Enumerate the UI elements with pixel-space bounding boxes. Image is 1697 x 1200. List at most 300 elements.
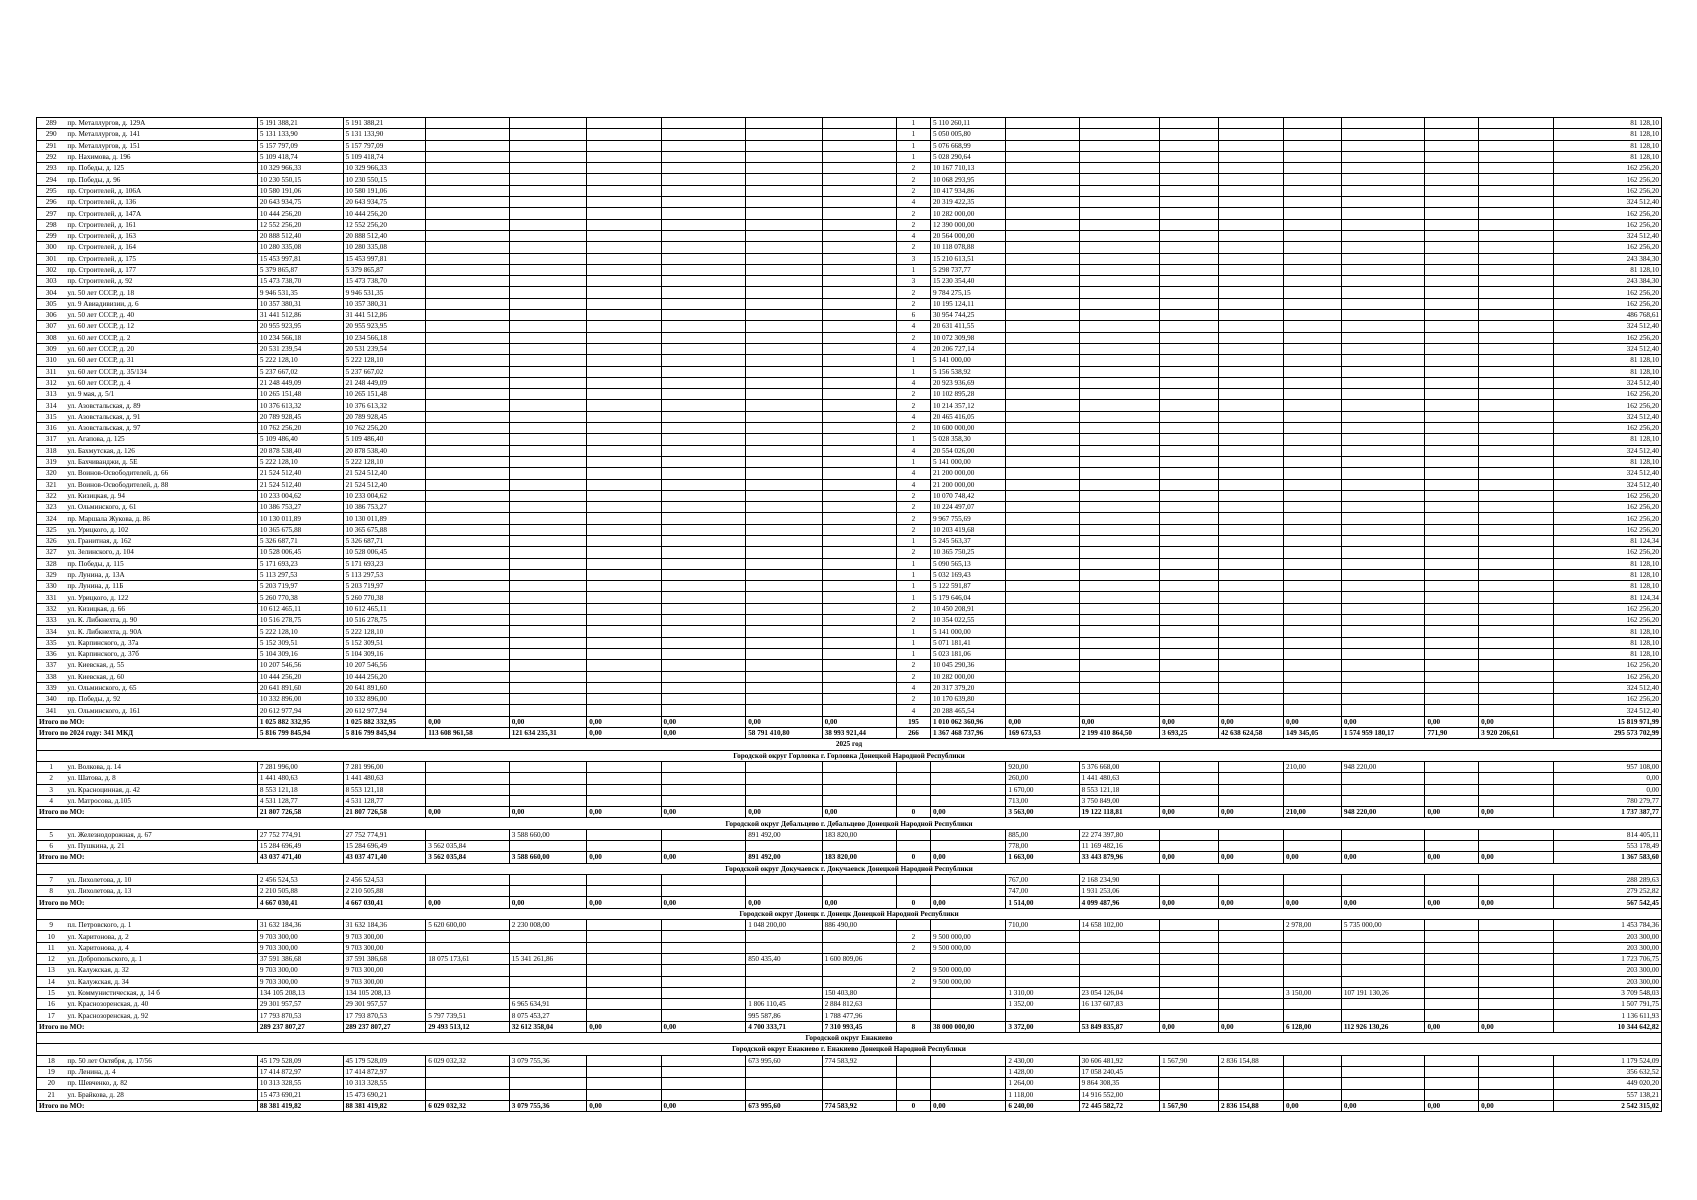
table-cell: 778,00: [1006, 841, 1079, 852]
table-cell: 8: [37, 886, 66, 897]
table-cell: пр. Победы, д. 92: [65, 694, 257, 705]
table-cell: [1284, 671, 1342, 682]
table-cell: [587, 829, 661, 840]
table-cell: [896, 920, 930, 931]
table-cell: [1341, 615, 1425, 626]
table-row: [37, 626, 1662, 637]
table-cell: 12 552 256,20: [257, 219, 343, 230]
table-cell: 10 203 419,68: [930, 524, 1005, 535]
table-cell: 5 237 667,02: [343, 366, 426, 377]
table-cell: [822, 581, 896, 592]
table-cell: [1341, 197, 1425, 208]
table-cell: [822, 343, 896, 354]
table-cell: 20 531 239,54: [343, 343, 426, 354]
table-cell: 21 248 449,09: [343, 377, 426, 388]
table-cell: [1341, 784, 1425, 795]
table-cell: [1425, 118, 1479, 129]
total-cell: 0,00: [661, 852, 746, 863]
table-cell: [1284, 705, 1342, 716]
table-cell: 1 048 200,00: [746, 920, 822, 931]
table-cell: [822, 355, 896, 366]
total-cell: 1 367 583,60: [1554, 852, 1662, 863]
total-cell: 0,00: [587, 728, 661, 739]
total-cell: 0,00: [661, 716, 746, 727]
table-cell: [509, 513, 586, 524]
table-cell: [1006, 242, 1079, 253]
table-cell: [426, 140, 510, 151]
table-cell: ул. 60 лет СССР, д. 12: [65, 321, 257, 332]
table-cell: [509, 151, 586, 162]
table-cell: [1160, 569, 1219, 580]
table-cell: 5 141 000,00: [930, 626, 1005, 637]
table-cell: [1425, 230, 1479, 241]
table-cell: [1079, 535, 1160, 546]
table-cell: [509, 671, 586, 682]
total-cell: 0,00: [1341, 1100, 1425, 1111]
table-cell: [822, 377, 896, 388]
table-cell: [1079, 953, 1160, 964]
table-cell: 2: [896, 332, 930, 343]
total-cell: 0,00: [1160, 716, 1219, 727]
total-cell: 0,00: [587, 1021, 661, 1032]
table-cell: [1160, 163, 1219, 174]
table-cell: [896, 874, 930, 885]
table-row: [37, 332, 1662, 343]
table-cell: [1079, 694, 1160, 705]
table-cell: [587, 931, 661, 942]
table-cell: 338: [37, 671, 66, 682]
total-cell: 0,00: [1479, 716, 1554, 727]
table-cell: 10 234 566,18: [343, 332, 426, 343]
table-cell: 4: [896, 411, 930, 422]
total-cell: 0,00: [930, 852, 1005, 863]
table-cell: 6 965 634,91: [509, 999, 586, 1010]
table-cell: [746, 445, 822, 456]
table-cell: [1284, 682, 1342, 693]
table-cell: [746, 140, 822, 151]
table-cell: [1479, 558, 1554, 569]
table-cell: [1079, 603, 1160, 614]
table-cell: ул. Калужская, д. 32: [65, 965, 257, 976]
table-cell: [1219, 253, 1284, 264]
table-cell: [1479, 547, 1554, 558]
table-cell: [1284, 1055, 1342, 1066]
table-cell: 1: [896, 626, 930, 637]
table-cell: 9: [37, 920, 66, 931]
table-cell: [509, 705, 586, 716]
table-row: [37, 377, 1662, 388]
table-cell: 15 473 738,70: [343, 276, 426, 287]
total-cell: 5 816 799 845,94: [343, 728, 426, 739]
table-cell: [587, 682, 661, 693]
table-cell: 81 128,10: [1554, 569, 1662, 580]
table-cell: 1 788 477,96: [822, 1010, 896, 1021]
total-cell: 0,00: [587, 807, 661, 818]
table-cell: [1219, 276, 1284, 287]
table-cell: [1341, 874, 1425, 885]
table-cell: [1284, 976, 1342, 987]
total-cell: 0,00: [1160, 1021, 1219, 1032]
table-cell: [1219, 773, 1284, 784]
table-cell: 30 606 481,92: [1079, 1055, 1160, 1066]
table-cell: [746, 795, 822, 806]
table-cell: ул. Железнодорожная, д. 67: [65, 829, 257, 840]
table-cell: [509, 660, 586, 671]
table-cell: [1341, 795, 1425, 806]
table-cell: [1341, 648, 1425, 659]
table-cell: [1219, 197, 1284, 208]
table-cell: 4: [37, 795, 66, 806]
table-cell: [1425, 795, 1479, 806]
table-row: [37, 140, 1662, 151]
table-cell: 9 703 300,00: [257, 942, 343, 953]
table-cell: [1079, 140, 1160, 151]
table-cell: [1160, 400, 1219, 411]
table-cell: [896, 1066, 930, 1077]
table-cell: [1219, 648, 1284, 659]
table-cell: [1006, 468, 1079, 479]
table-cell: 10 332 896,00: [343, 694, 426, 705]
table-cell: [1219, 976, 1284, 987]
table-cell: ул. Ольминского, д. 61: [65, 502, 257, 513]
table-cell: [1284, 264, 1342, 275]
table-cell: [1160, 197, 1219, 208]
table-cell: [1160, 931, 1219, 942]
total-cell: 0,00: [1425, 716, 1479, 727]
table-cell: [1479, 366, 1554, 377]
table-cell: [746, 965, 822, 976]
table-cell: [746, 942, 822, 953]
table-cell: [426, 411, 510, 422]
total-row: [37, 1021, 1662, 1032]
table-cell: [822, 603, 896, 614]
table-cell: 957 108,00: [1554, 761, 1662, 772]
total-cell: 38 000 000,00: [930, 1021, 1005, 1032]
table-cell: [1079, 276, 1160, 287]
table-cell: [509, 468, 586, 479]
total-cell: 0,00: [426, 807, 510, 818]
table-cell: [1479, 434, 1554, 445]
table-cell: [1160, 637, 1219, 648]
table-cell: [1341, 253, 1425, 264]
table-cell: [1425, 648, 1479, 659]
table-cell: [661, 411, 746, 422]
table-cell: 30 954 744,25: [930, 310, 1005, 321]
table-cell: 9 967 755,69: [930, 513, 1005, 524]
table-cell: [1006, 569, 1079, 580]
table-cell: [822, 761, 896, 772]
table-cell: [1341, 502, 1425, 513]
table-cell: 10 528 006,45: [343, 547, 426, 558]
table-cell: [1079, 310, 1160, 321]
table-cell: [1219, 468, 1284, 479]
table-cell: [1341, 569, 1425, 580]
table-cell: [1425, 965, 1479, 976]
table-cell: 324 512,40: [1554, 197, 1662, 208]
table-cell: 1 670,00: [1006, 784, 1079, 795]
table-cell: 12 552 256,20: [343, 219, 426, 230]
table-cell: 10: [37, 931, 66, 942]
table-cell: [426, 434, 510, 445]
table-cell: [822, 332, 896, 343]
table-cell: [1341, 490, 1425, 501]
total-cell: 113 608 961,58: [426, 728, 510, 739]
table-row: [37, 999, 1662, 1010]
table-cell: [661, 603, 746, 614]
table-cell: 2 836 154,88: [1219, 1055, 1284, 1066]
total-cell: 289 237 807,27: [343, 1021, 426, 1032]
table-cell: [1479, 456, 1554, 467]
table-cell: 8 553 121,18: [343, 784, 426, 795]
table-cell: [1284, 400, 1342, 411]
table-cell: 15 284 696,49: [343, 841, 426, 852]
table-cell: 330: [37, 581, 66, 592]
table-cell: [587, 219, 661, 230]
table-cell: [1341, 581, 1425, 592]
table-cell: 3 150,00: [1284, 987, 1342, 998]
table-cell: [1079, 931, 1160, 942]
table-cell: 341: [37, 705, 66, 716]
table-cell: [746, 637, 822, 648]
table-cell: 2: [896, 242, 930, 253]
table-cell: 4: [896, 705, 930, 716]
table-cell: [1160, 795, 1219, 806]
table-cell: 673 995,60: [746, 1055, 822, 1066]
table-cell: [1284, 253, 1342, 264]
table-cell: 486 768,61: [1554, 310, 1662, 321]
table-cell: [1079, 490, 1160, 501]
table-cell: [822, 479, 896, 490]
table-cell: [1341, 468, 1425, 479]
table-cell: 340: [37, 694, 66, 705]
table-cell: [1219, 163, 1284, 174]
table-cell: пр. Строителей, д. 106А: [65, 185, 257, 196]
table-cell: [822, 773, 896, 784]
table-cell: [1425, 400, 1479, 411]
table-cell: 1: [896, 637, 930, 648]
table-cell: [1219, 637, 1284, 648]
table-cell: ул. Лихолетова, д. 13: [65, 886, 257, 897]
table-cell: [896, 1078, 930, 1089]
table-cell: [1479, 999, 1554, 1010]
total-cell: 948 220,00: [1341, 807, 1425, 818]
table-cell: [746, 174, 822, 185]
table-cell: [1006, 276, 1079, 287]
table-cell: [822, 874, 896, 885]
total-cell: 0,00: [746, 897, 822, 908]
table-cell: [930, 999, 1005, 1010]
table-cell: 17 414 872,97: [343, 1066, 426, 1077]
table-cell: [1079, 558, 1160, 569]
table-cell: [746, 197, 822, 208]
table-cell: [746, 163, 822, 174]
table-cell: [822, 276, 896, 287]
table-cell: 297: [37, 208, 66, 219]
total-cell: 1 737 387,77: [1554, 807, 1662, 818]
table-row: [37, 1010, 1662, 1021]
table-cell: 5 071 181,41: [930, 637, 1005, 648]
total-cell: 0,00: [426, 716, 510, 727]
table-cell: [1284, 1010, 1342, 1021]
table-cell: [587, 253, 661, 264]
table-cell: [587, 976, 661, 987]
table-cell: ул. 50 лет СССР, д. 18: [65, 287, 257, 298]
table-cell: 1 507 791,75: [1554, 999, 1662, 1010]
table-cell: 4: [896, 321, 930, 332]
table-cell: [1160, 479, 1219, 490]
table-cell: ул. К. Либкнехта, д. 90А: [65, 626, 257, 637]
table-cell: 162 256,20: [1554, 219, 1662, 230]
table-cell: 10 365 675,88: [257, 524, 343, 535]
table-cell: 20 789 928,45: [343, 411, 426, 422]
table-cell: [509, 581, 586, 592]
table-row: [37, 423, 1662, 434]
table-cell: ул. 60 лет СССР, д. 35/134: [65, 366, 257, 377]
table-cell: [1160, 118, 1219, 129]
table-cell: [1160, 547, 1219, 558]
table-cell: [1284, 592, 1342, 603]
table-cell: пр. 50 лет Октября, д. 17/56: [65, 1055, 257, 1066]
table-cell: [1079, 118, 1160, 129]
table-cell: [1479, 479, 1554, 490]
table-cell: [1219, 671, 1284, 682]
table-cell: 10 444 256,20: [257, 671, 343, 682]
table-cell: 134 105 208,13: [257, 987, 343, 998]
table-cell: [1284, 242, 1342, 253]
table-cell: 774 583,92: [822, 1055, 896, 1066]
table-cell: [1284, 569, 1342, 580]
table-cell: [1006, 524, 1079, 535]
table-cell: [930, 795, 1005, 806]
table-cell: [1006, 321, 1079, 332]
table-cell: [426, 253, 510, 264]
table-cell: 5 113 297,53: [257, 569, 343, 580]
total-cell: 32 612 358,04: [509, 1021, 586, 1032]
table-cell: [1160, 287, 1219, 298]
table-cell: [1479, 841, 1554, 852]
table-cell: [1341, 637, 1425, 648]
table-cell: [1425, 953, 1479, 964]
table-cell: [1284, 524, 1342, 535]
table-cell: [1079, 682, 1160, 693]
table-cell: [509, 637, 586, 648]
table-cell: [1284, 1078, 1342, 1089]
table-row: [37, 671, 1662, 682]
table-cell: [1219, 479, 1284, 490]
table-cell: 324 512,40: [1554, 343, 1662, 354]
table-cell: 8 553 121,18: [257, 784, 343, 795]
table-cell: [822, 671, 896, 682]
table-cell: 81 128,10: [1554, 648, 1662, 659]
table-cell: пр. Строителей, д. 163: [65, 230, 257, 241]
table-cell: [930, 886, 1005, 897]
table-cell: [1341, 603, 1425, 614]
table-cell: [1479, 615, 1554, 626]
table-cell: [1425, 931, 1479, 942]
table-cell: [587, 411, 661, 422]
table-row: [37, 230, 1662, 241]
table-cell: [1425, 366, 1479, 377]
table-cell: [587, 920, 661, 931]
table-cell: [1425, 445, 1479, 456]
table-cell: [1006, 389, 1079, 400]
total-cell: 0,00: [1284, 716, 1342, 727]
table-cell: 1 264,00: [1006, 1078, 1079, 1089]
table-cell: [509, 400, 586, 411]
table-cell: [1341, 118, 1425, 129]
table-cell: [1341, 513, 1425, 524]
table-cell: [1160, 1089, 1219, 1100]
table-cell: 10 365 750,25: [930, 547, 1005, 558]
table-cell: [1079, 456, 1160, 467]
table-cell: [1341, 377, 1425, 388]
table-cell: ул. 60 лет СССР, д. 4: [65, 377, 257, 388]
table-cell: [1006, 637, 1079, 648]
table-cell: [822, 129, 896, 140]
table-cell: [746, 287, 822, 298]
table-cell: [1479, 1010, 1554, 1021]
table-cell: 7 281 996,00: [343, 761, 426, 772]
table-cell: [746, 558, 822, 569]
table-cell: [587, 468, 661, 479]
table-cell: [661, 581, 746, 592]
table-row: [37, 987, 1662, 998]
table-cell: [1479, 1078, 1554, 1089]
table-cell: 5 109 486,40: [257, 434, 343, 445]
table-cell: [1006, 615, 1079, 626]
table-cell: [1219, 434, 1284, 445]
table-cell: [661, 287, 746, 298]
table-cell: ул. Брайкова, д. 28: [65, 1089, 257, 1100]
table-cell: ул. Ольминского, д. 161: [65, 705, 257, 716]
table-cell: [1425, 1010, 1479, 1021]
table-cell: 5 222 128,10: [343, 626, 426, 637]
table-cell: [1425, 310, 1479, 321]
table-row: [37, 976, 1662, 987]
table-cell: [509, 445, 586, 456]
total-cell: 3 562 035,84: [426, 852, 510, 863]
table-cell: [426, 637, 510, 648]
table-cell: 5 222 128,10: [257, 355, 343, 366]
table-cell: [1079, 569, 1160, 580]
table-cell: 12: [37, 953, 66, 964]
table-cell: [746, 400, 822, 411]
table-cell: [509, 321, 586, 332]
table-cell: 203 300,00: [1554, 931, 1662, 942]
table-cell: [1160, 603, 1219, 614]
table-cell: 324 512,40: [1554, 445, 1662, 456]
table-row: [37, 1078, 1662, 1089]
table-row: [37, 694, 1662, 705]
table-cell: 20 643 934,75: [257, 197, 343, 208]
table-cell: 5 028 358,30: [930, 434, 1005, 445]
table-cell: ул. Ольминского, д. 65: [65, 682, 257, 693]
table-cell: [1425, 411, 1479, 422]
table-cell: [1425, 569, 1479, 580]
table-cell: [1341, 174, 1425, 185]
table-cell: [1160, 502, 1219, 513]
table-cell: 449 020,20: [1554, 1078, 1662, 1089]
table-cell: [587, 648, 661, 659]
table-cell: [1160, 513, 1219, 524]
table-cell: [1425, 886, 1479, 897]
total-cell: 21 807 726,58: [257, 807, 343, 818]
table-cell: ул. Красноцинная, д. 42: [65, 784, 257, 795]
table-cell: 14: [37, 976, 66, 987]
table-cell: [822, 140, 896, 151]
table-cell: [426, 784, 510, 795]
table-cell: 1 428,00: [1006, 1066, 1079, 1077]
